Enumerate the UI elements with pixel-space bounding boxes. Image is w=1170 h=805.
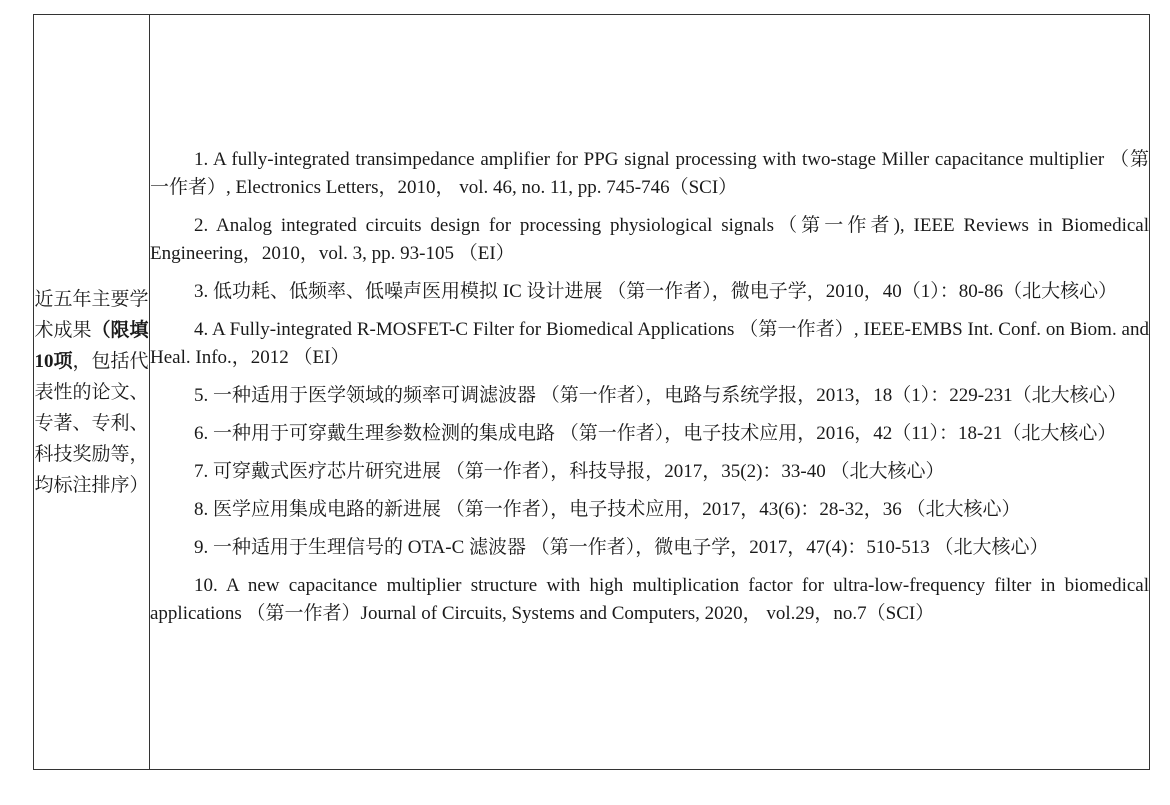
- publication-item: 8. 医学应用集成电路的新进展 （第一作者），电子技术应用，2017，43(6)：28-32，36 （北大核心）: [194, 499, 1021, 520]
- category-label-line1: 近五年主要学术成果: [34, 288, 149, 341]
- publication-item: 1. A fully-integrated transimpedance amplifier for PPG signal processing with two-stage Miller capacitance multiplier （第一作者）, Electronics Letters，2010， vol. 46, no. 11, pp. 745-746（SCI）: [150, 149, 1149, 198]
- publication-list-cell: [150, 15, 1150, 770]
- category-label-line2: ，包括代表性的论文、专著、专利、科技奖励等，均标注排序）: [34, 350, 149, 496]
- category-label-limit: （限填10项: [34, 319, 149, 372]
- publication-item: 9. 一种适用于生理信号的 OTA-C 滤波器 （第一作者），微电子学，2017，47(4)：510-513 （北大核心）: [194, 537, 1049, 558]
- publication-item: 4. A Fully-integrated R-MOSFET-C Filter for Biomedical Applications （第一作者）, IEEE-EMBS Int. Conf. on Biom. and Heal. Info.，2012 （EI）: [150, 319, 1149, 368]
- publication-item: 5. 一种适用于医学领域的频率可调滤波器 （第一作者），电路与系统学报，2013，18（1）：229-231（北大核心）: [194, 385, 1127, 406]
- publication-item: 7. 可穿戴式医疗芯片研究进展 （第一作者），科技导报，2017，35(2)：33-40 （北大核心）: [194, 461, 945, 482]
- achievements-row: [34, 15, 1150, 770]
- publication-item: 10. A new capacitance multiplier structure with high multiplication factor for ultra-low-frequency filter in biomedical applications （第一作者）Journal of Circuits, Systems and Computers, 2020， vol.29，no.7（SCI）: [150, 575, 1149, 624]
- category-label-cell: [34, 15, 150, 770]
- publication-item: 3. 低功耗、低频率、低噪声医用模拟 IC 设计进展 （第一作者），微电子学，2010，40（1）：80-86（北大核心）: [194, 281, 1118, 302]
- achievements-table: [33, 14, 1150, 770]
- publication-item: 2. Analog integrated circuits design for processing physiological signals（第一作者), IEEE Reviews in Biomedical Engineering，2010，vol. 3, pp. 93-105 （EI）: [150, 215, 1149, 264]
- publication-item: 6. 一种用于可穿戴生理参数检测的集成电路 （第一作者），电子技术应用，2016，42（11）：18-21（北大核心）: [194, 423, 1117, 444]
